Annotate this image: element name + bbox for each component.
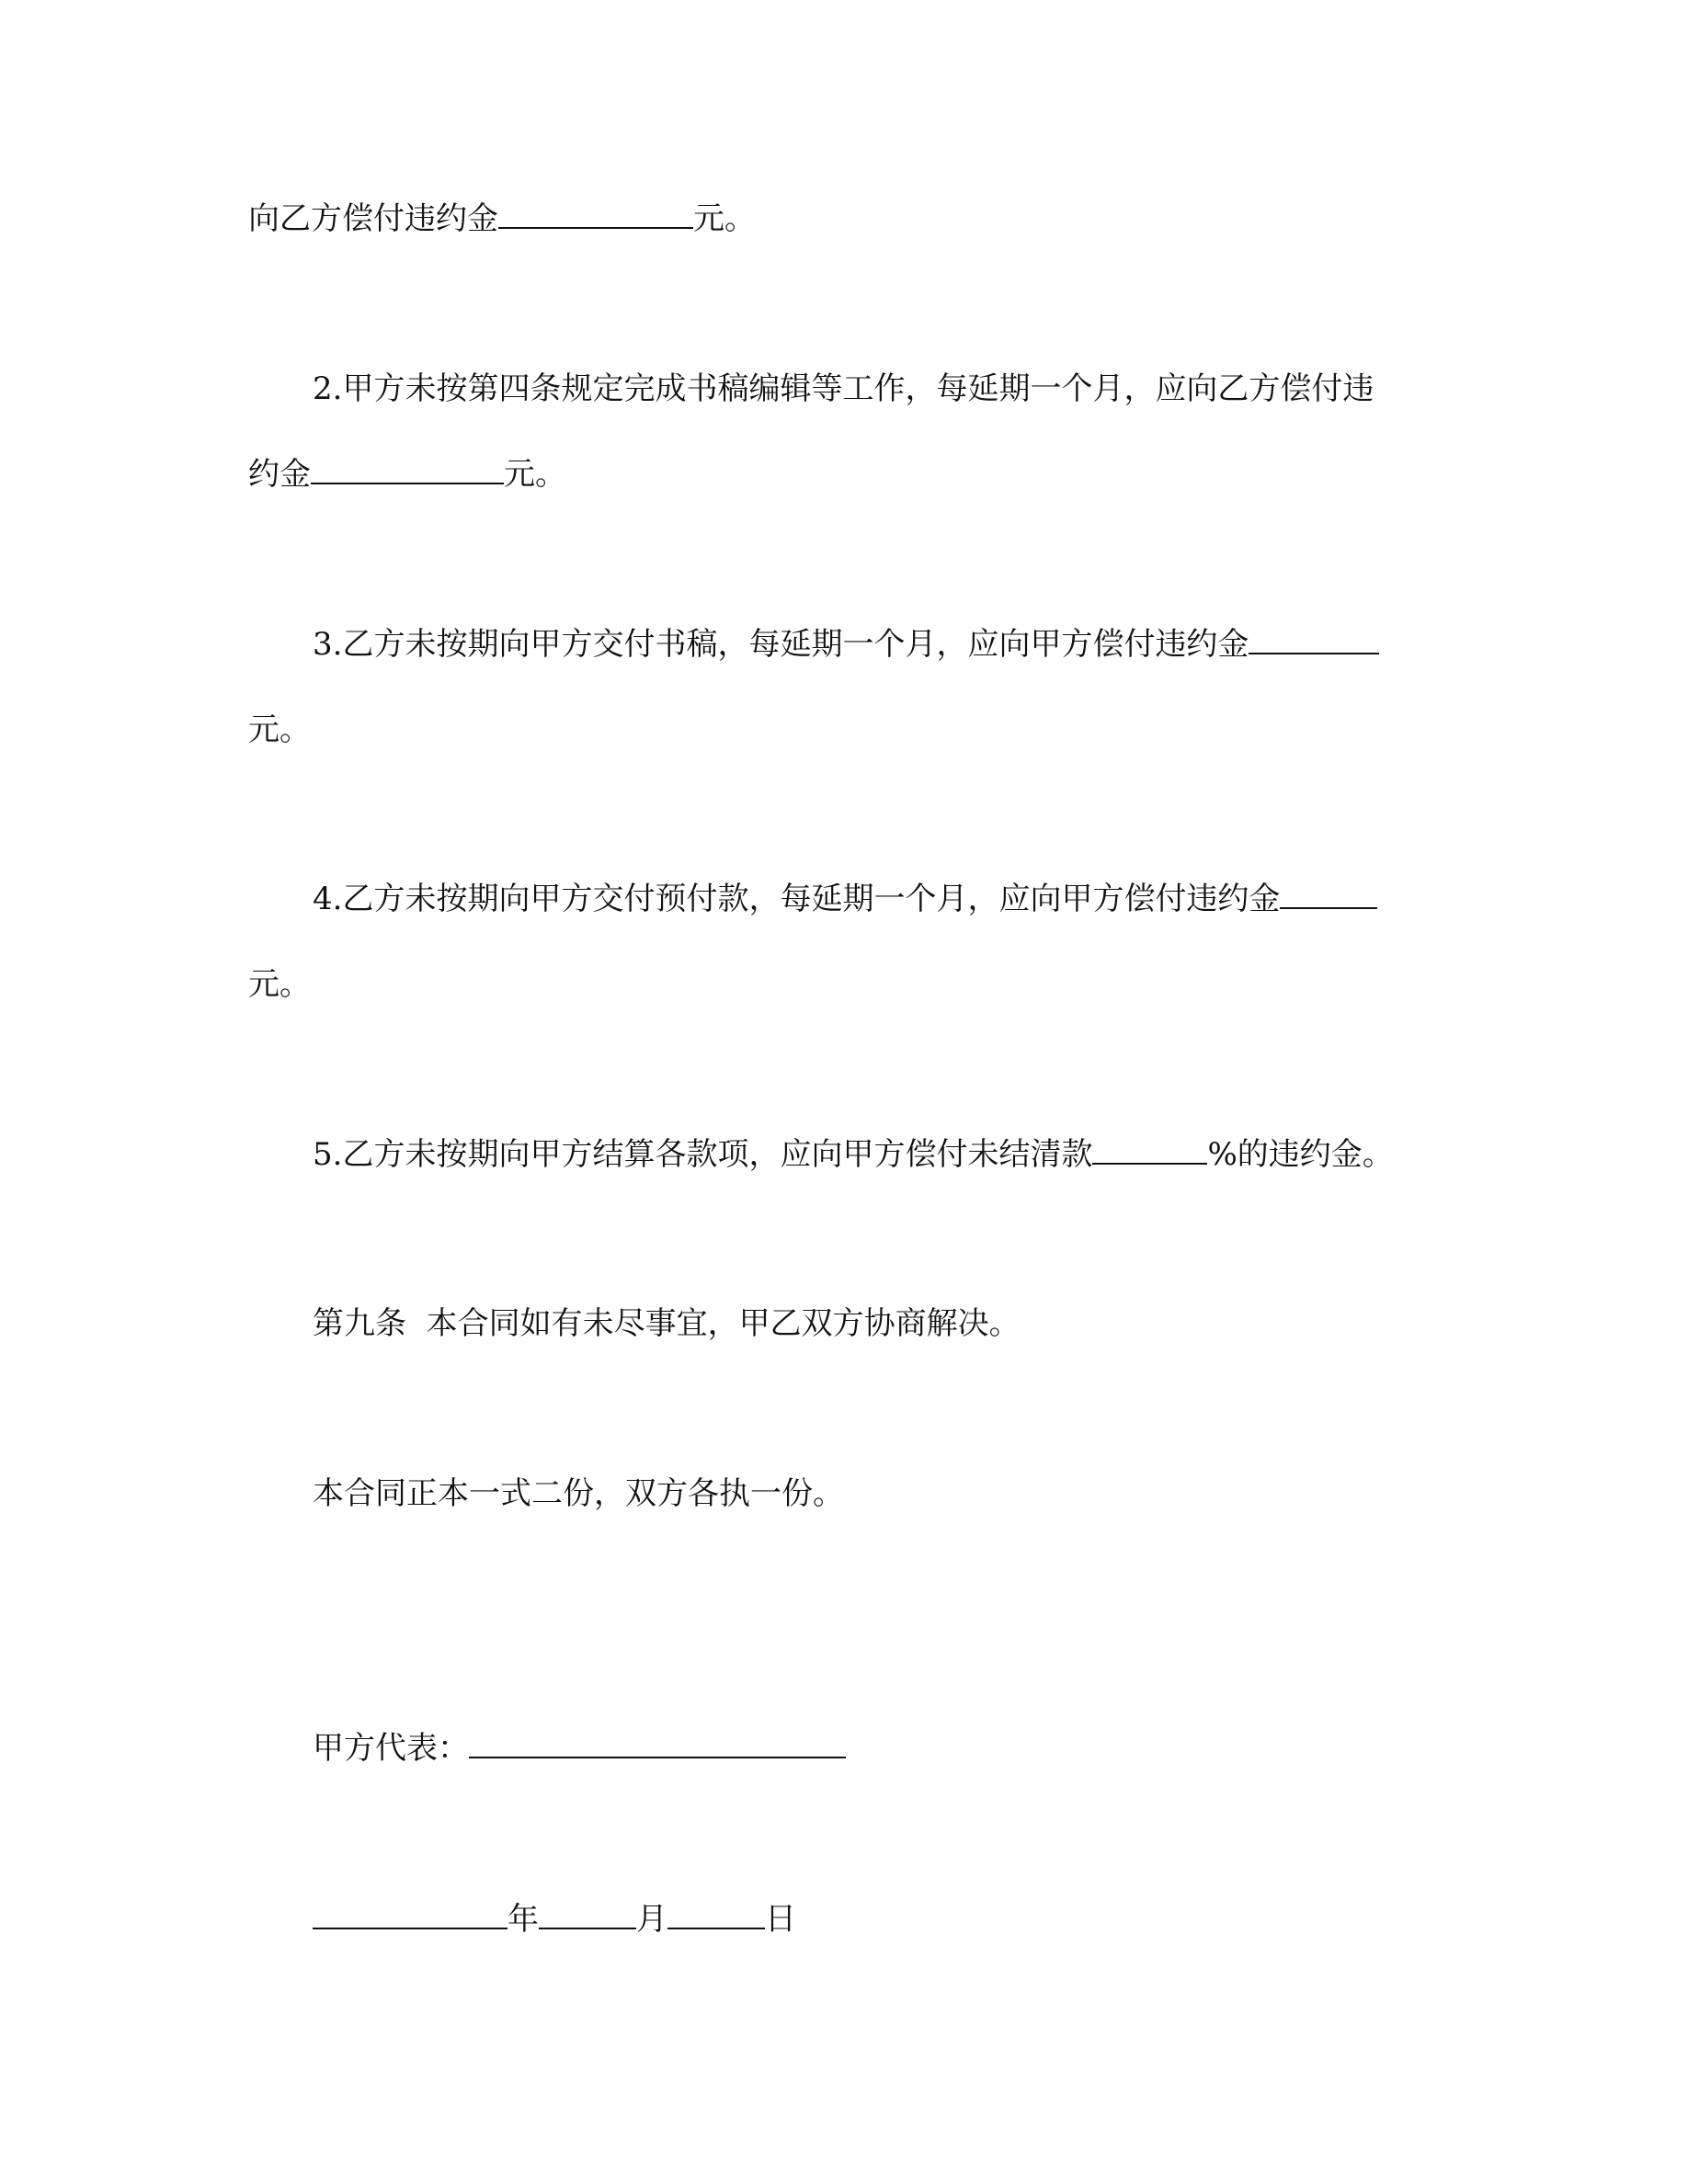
clause-2-text: 2.甲方未按第四条规定完成书稿编辑等工作，每延期一个月，应向乙方偿付违: [313, 370, 1374, 407]
year-blank: [313, 1896, 508, 1929]
clause-5-percent-blank: [1092, 1132, 1207, 1165]
clause-5-tail: %的违约金。: [1207, 1136, 1394, 1173]
clause-4-line-1: [313, 876, 1377, 922]
clause-4-unit: 元。: [248, 966, 311, 1003]
day-blank: [667, 1896, 765, 1929]
copies-text: 本合同正本一式二份，双方各执一份。: [313, 1475, 844, 1512]
clause-3-line-1: [313, 621, 1379, 667]
month-blank: [539, 1896, 636, 1929]
date-line: [313, 1896, 796, 1942]
clause-1-continuation: [248, 196, 756, 242]
article-9-text: 第九条 本合同如有未尽事宜，甲乙双方协商解决。: [313, 1305, 1021, 1342]
party-a-label: 甲方代表：: [313, 1730, 469, 1767]
clause-2-amount-blank: [311, 451, 504, 484]
month-label: 月: [636, 1901, 667, 1938]
party-a-signature-blank: [469, 1725, 846, 1758]
clause-5: [313, 1132, 1394, 1177]
article-9: [313, 1301, 1021, 1347]
day-label: 日: [765, 1901, 796, 1938]
clause-2-unit: 元。: [504, 456, 566, 493]
clause-2-text-cont: 约金: [248, 456, 311, 493]
party-a-signature: [313, 1725, 846, 1771]
clause-5-text: 5.乙方未按期向甲方结算各款项，应向甲方偿付未结清款: [313, 1136, 1093, 1173]
clause-1-amount-blank: [498, 196, 693, 229]
clause-3-text: 3.乙方未按期向甲方交付书稿，每延期一个月，应向甲方偿付违约金: [313, 626, 1249, 663]
clause-3-unit: 元。: [248, 711, 311, 748]
clause-2-line-2: [248, 451, 566, 497]
clause-1-unit: 元。: [693, 200, 756, 237]
clause-3-line-2: [248, 707, 311, 753]
clause-2-line-1: [313, 366, 1374, 412]
clause-3-amount-blank: [1249, 621, 1379, 654]
clause-1-text: 向乙方偿付违约金: [248, 200, 498, 237]
clause-4-amount-blank: [1280, 876, 1377, 909]
clause-4-text: 4.乙方未按期向甲方交付预付款，每延期一个月，应向甲方偿付违约金: [313, 881, 1281, 917]
year-label: 年: [508, 1901, 539, 1938]
clause-4-line-2: [248, 961, 311, 1007]
copies-clause: [313, 1471, 844, 1517]
